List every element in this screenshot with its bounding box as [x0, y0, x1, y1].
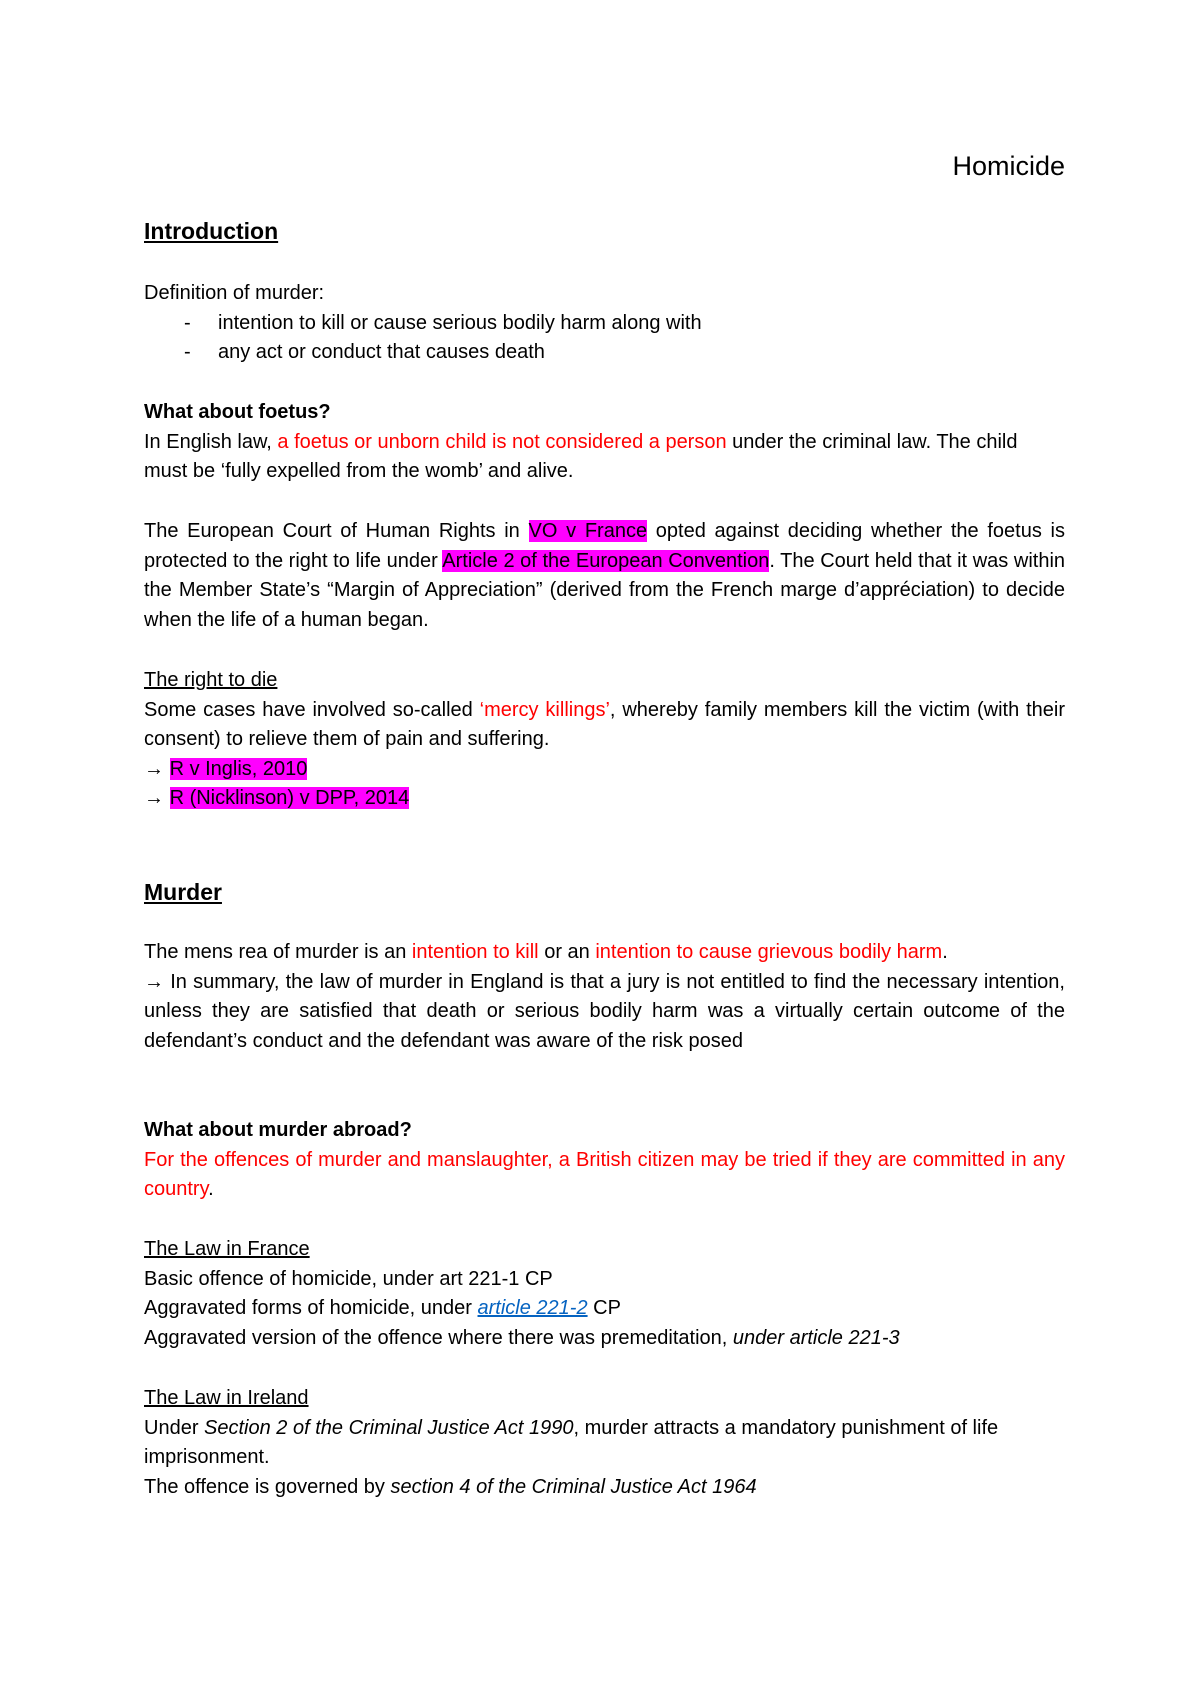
case-reference-1: → R v Inglis, 2010: [144, 757, 308, 780]
france-heading: The Law in France: [144, 1238, 310, 1260]
foetus-paragraph: In English law, a foetus or unborn child is not considered a person under the criminal law. The child must be ‘fully expelled from the womb’ and alive.: [144, 430, 1018, 482]
france-line-2: Aggravated forms of homicide, under article 221-2 CP: [144, 1297, 621, 1319]
right-to-die-paragraph: Some cases have involved so-called ‘mercy killings’, whereby family members kill the victim (with their consent) to relieve them of pain and suffering.: [144, 698, 1066, 750]
case-highlight: VO v France: [528, 520, 648, 542]
ireland-heading: The Law in Ireland: [144, 1387, 309, 1409]
definition-list: [144, 309, 1065, 368]
foetus-heading: What about foetus?: [144, 401, 331, 423]
introduction-heading: Introduction: [144, 218, 279, 244]
list-item: - any act or conduct that causes death: [184, 341, 545, 363]
article-link[interactable]: article 221-2: [477, 1297, 588, 1319]
definition-label: Definition of murder:: [144, 282, 325, 304]
ireland-line-2: The offence is governed by section 4 of the Criminal Justice Act 1964: [144, 1475, 757, 1498]
document-title: Homicide: [952, 151, 1065, 181]
case-reference-2: → R (Nicklinson) v DPP, 2014: [144, 787, 410, 809]
france-line-3: Aggravated version of the offence where there was premeditation, under article 221-3: [144, 1326, 900, 1349]
abroad-paragraph: For the offences of murder and manslaughter, a British citizen may be tried if they are committed in any country.: [144, 1148, 1065, 1200]
echr-paragraph: The European Court of Human Rights in VO v France opted against deciding whether the foetus is protected to the right to life under Article 2 of the European Convention. The Court held that it was within the Member State’s “Margin of Appreciation” (derived from the French marge d’appréciation) to decide when the life of a human began.: [144, 520, 1066, 631]
france-line-1: Basic offence of homicide, under art 221-1 CP: [144, 1267, 553, 1290]
mens-rea-paragraph: The mens rea of murder is an intention to kill or an intention to cause grievous bodily harm.: [144, 941, 948, 963]
article-highlight: Article 2 of the European Convention: [442, 549, 770, 572]
list-item: - intention to kill or cause serious bodily harm along with: [184, 311, 702, 334]
murder-heading: Murder: [144, 879, 222, 905]
ireland-line-1: Under Section 2 of the Criminal Justice Act 1990, murder attracts a mandatory punishment of life imprisonment.: [144, 1416, 999, 1468]
right-to-die-heading: The right to die: [144, 669, 278, 691]
summary-paragraph: → In summary, the law of murder in England is that a jury is not entitled to find the necessary intention, unless they are satisfied that death or serious bodily harm was a virtually certain outcome of the defendant’s conduct and the defendant was aware of the risk posed: [144, 970, 1065, 1052]
abroad-heading: What about murder abroad?: [144, 1119, 412, 1141]
